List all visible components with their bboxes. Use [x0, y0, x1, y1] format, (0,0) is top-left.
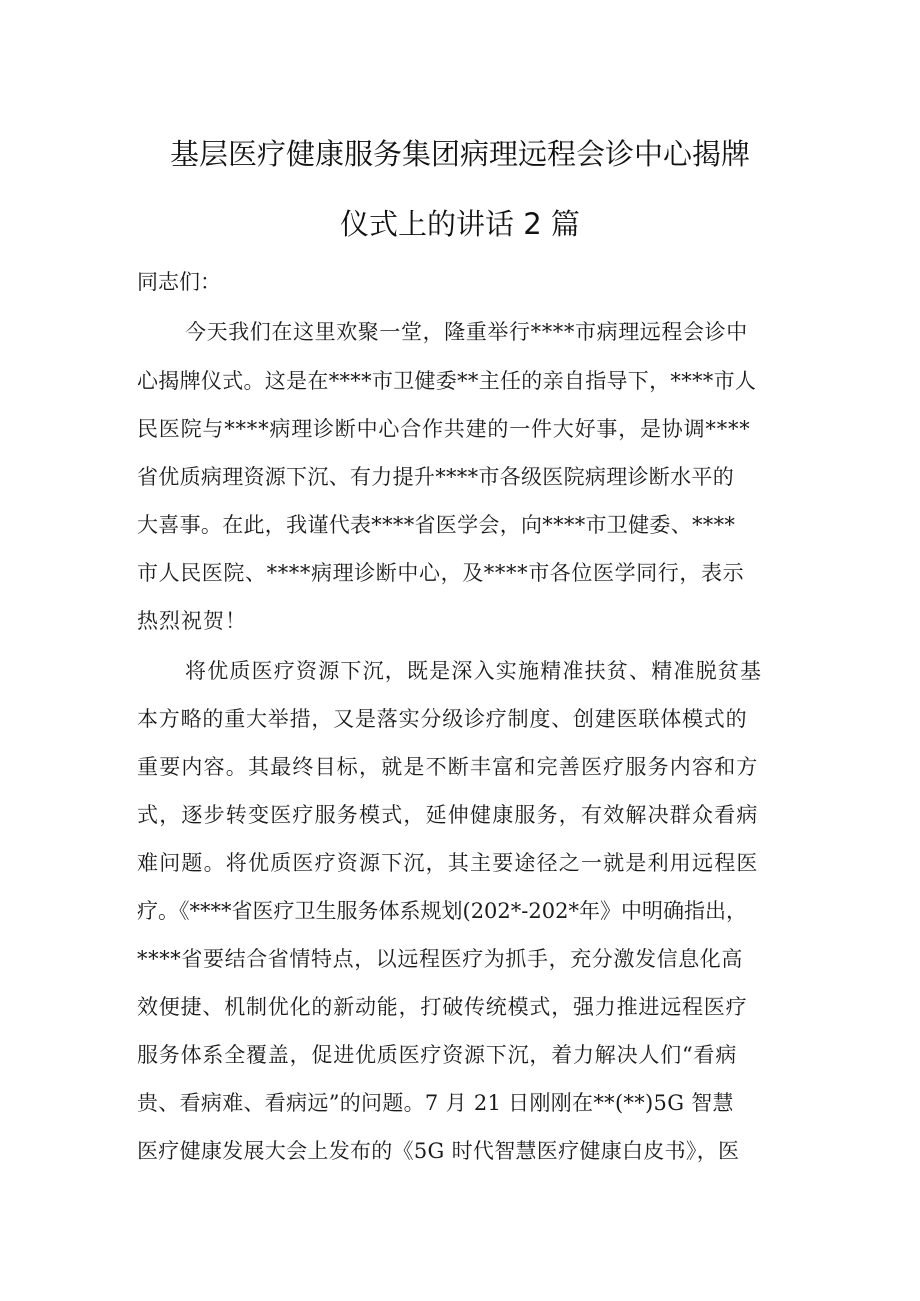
paragraph-1-line-1: 今天我们在这里欢聚一堂，隆重举行****市病理远程会诊中: [185, 320, 748, 344]
paragraph-1-line-3: 民医院与****病理诊断中心合作共建的一件大好事，是协调****: [137, 417, 751, 441]
paragraph-2-line-7: ****省要结合省情特点，以远程医疗为抓手，充分激发信息化高: [137, 947, 743, 971]
paragraph-1-line-4: 省优质病理资源下沉、有力提升****市各级医院病理诊断水平的: [137, 465, 734, 489]
paragraph-2-line-11: 医疗健康发展大会上发布的《5G 时代智慧医疗健康白皮书》，医: [137, 1139, 740, 1163]
paragraph-1-line-2: 心揭牌仪式。这是在****市卫健委**主任的亲自指导下，****市人: [137, 369, 757, 393]
paragraph-2-line-10: 贵、看病难、看病远”的问题。7 月 21 日刚刚在**(**)5G 智慧: [137, 1091, 734, 1115]
paragraph-2-line-5: 难问题。将优质医疗资源下沉，其主要途径之一就是利用远程医: [137, 851, 759, 875]
paragraph-1-line-5: 大喜事。在此，我谨代表****省医学会，向****市卫健委、****: [137, 513, 736, 537]
paragraph-2-line-9: 服务体系全覆盖，促进优质医疗资源下沉，着力解决人们“看病: [137, 1043, 738, 1067]
paragraph-2-line-2: 本方略的重大举措，又是落实分级诊疗制度、创建医联体模式的: [137, 707, 748, 731]
paragraph-1-line-6: 市人民医院、****病理诊断中心，及****市各位医学同行，表示: [137, 561, 745, 585]
document-title-line-1: 基层医疗健康服务集团病理远程会诊中心揭牌: [169, 137, 750, 171]
paragraph-2-line-6: 疗。《****省医疗卫生服务体系规划(202*-202*年》中明确指出，: [137, 899, 747, 923]
paragraph-2-line-4: 式，逐步转变医疗服务模式，延伸健康服务，有效解决群众看病: [137, 803, 759, 827]
document-title-line-2: 仪式上的讲话 2 篇: [340, 207, 580, 241]
paragraph-1-line-7: 热烈祝贺！: [137, 609, 247, 633]
salutation: 同志们：: [137, 270, 221, 294]
paragraph-2-line-3: 重要内容。其最终目标，就是不断丰富和完善医疗服务内容和方: [137, 755, 759, 779]
paragraph-2-line-8: 效便捷、机制优化的新动能，打破传统模式，强力推进远程医疗: [137, 995, 748, 1019]
paragraph-2-line-1: 将优质医疗资源下沉，既是深入实施精准扶贫、精准脱贫基: [185, 659, 763, 683]
